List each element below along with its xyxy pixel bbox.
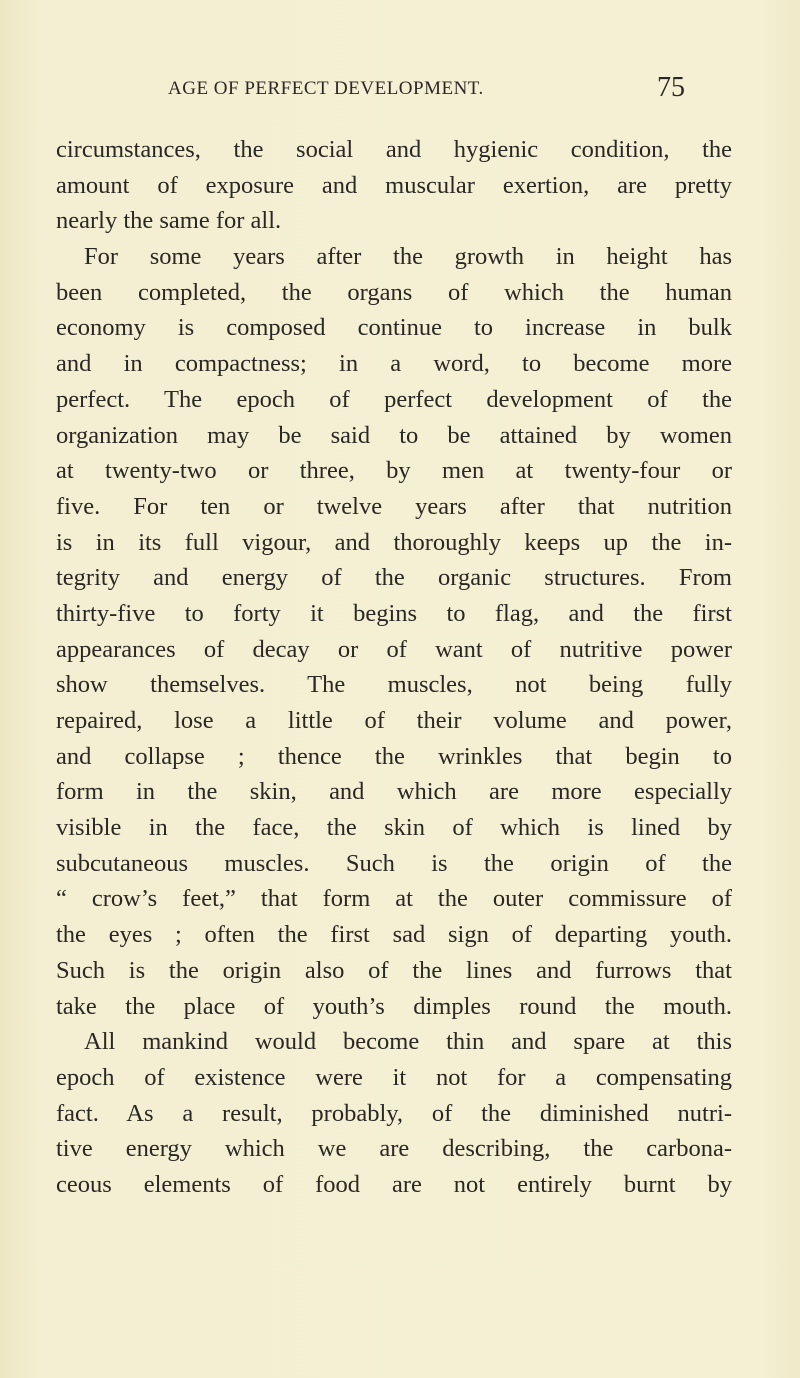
text-line: the eyes ; often the first sad sign of departing youth.: [56, 921, 732, 949]
text-line: epoch of existence were it not for a compensating: [56, 1063, 732, 1091]
text-line: perfect. The epoch of perfect development of the: [56, 385, 732, 413]
text-line: Such is the origin also of the lines and furrows that: [56, 956, 732, 984]
text-line: form in the skin, and which are more especially: [56, 778, 732, 806]
text-line: nearly the same for all.: [56, 207, 282, 235]
text-line: economy is composed continue to increase in bulk: [56, 314, 732, 342]
text-line: thirty-five to forty it begins to flag, and the first: [56, 599, 732, 627]
text-line: tive energy which we are describing, the carbona-: [56, 1135, 732, 1163]
text-line: ceous elements of food are not entirely burnt by: [56, 1170, 732, 1198]
text-line: and collapse ; thence the wrinkles that begin to: [56, 742, 732, 770]
text-line: appearances of decay or of want of nutritive power: [56, 635, 732, 663]
text-line: take the place of youth’s dimples round the mouth.: [56, 992, 732, 1020]
text-line: at twenty-two or three, by men at twenty-four or: [56, 457, 732, 485]
text-line: subcutaneous muscles. Such is the origin of the: [56, 849, 732, 877]
text-line: All mankind would become thin and spare at this: [84, 1028, 732, 1056]
body-text: [56, 132, 732, 1203]
text-line: is in its full vigour, and thoroughly keeps up the in-: [56, 528, 732, 556]
page-number: 75: [657, 72, 685, 103]
text-line: five. For ten or twelve years after that nutrition: [56, 492, 732, 520]
text-line: “ crow’s feet,” that form at the outer commissure of: [56, 885, 732, 913]
text-line: tegrity and energy of the organic structures. From: [56, 564, 732, 592]
text-line: circumstances, the social and hygienic condition, the: [56, 136, 732, 163]
text-line: repaired, lose a little of their volume and power,: [56, 707, 732, 734]
text-line: visible in the face, the skin of which is lined by: [56, 814, 732, 842]
text-line: been completed, the organs of which the human: [56, 278, 732, 306]
text-line: show themselves. The muscles, not being fully: [56, 671, 732, 699]
running-title: AGE OF PERFECT DEVELOPMENT.: [168, 78, 484, 99]
page-header: [0, 74, 800, 110]
text-line: For some years after the growth in height has: [84, 243, 732, 271]
text-line: amount of exposure and muscular exertion, are pretty: [56, 171, 732, 199]
text-line: organization may be said to be attained by women: [56, 421, 732, 449]
text-line: fact. As a result, probably, of the diminished nutri-: [56, 1099, 732, 1127]
text-line: and in compactness; in a word, to become more: [56, 350, 732, 378]
